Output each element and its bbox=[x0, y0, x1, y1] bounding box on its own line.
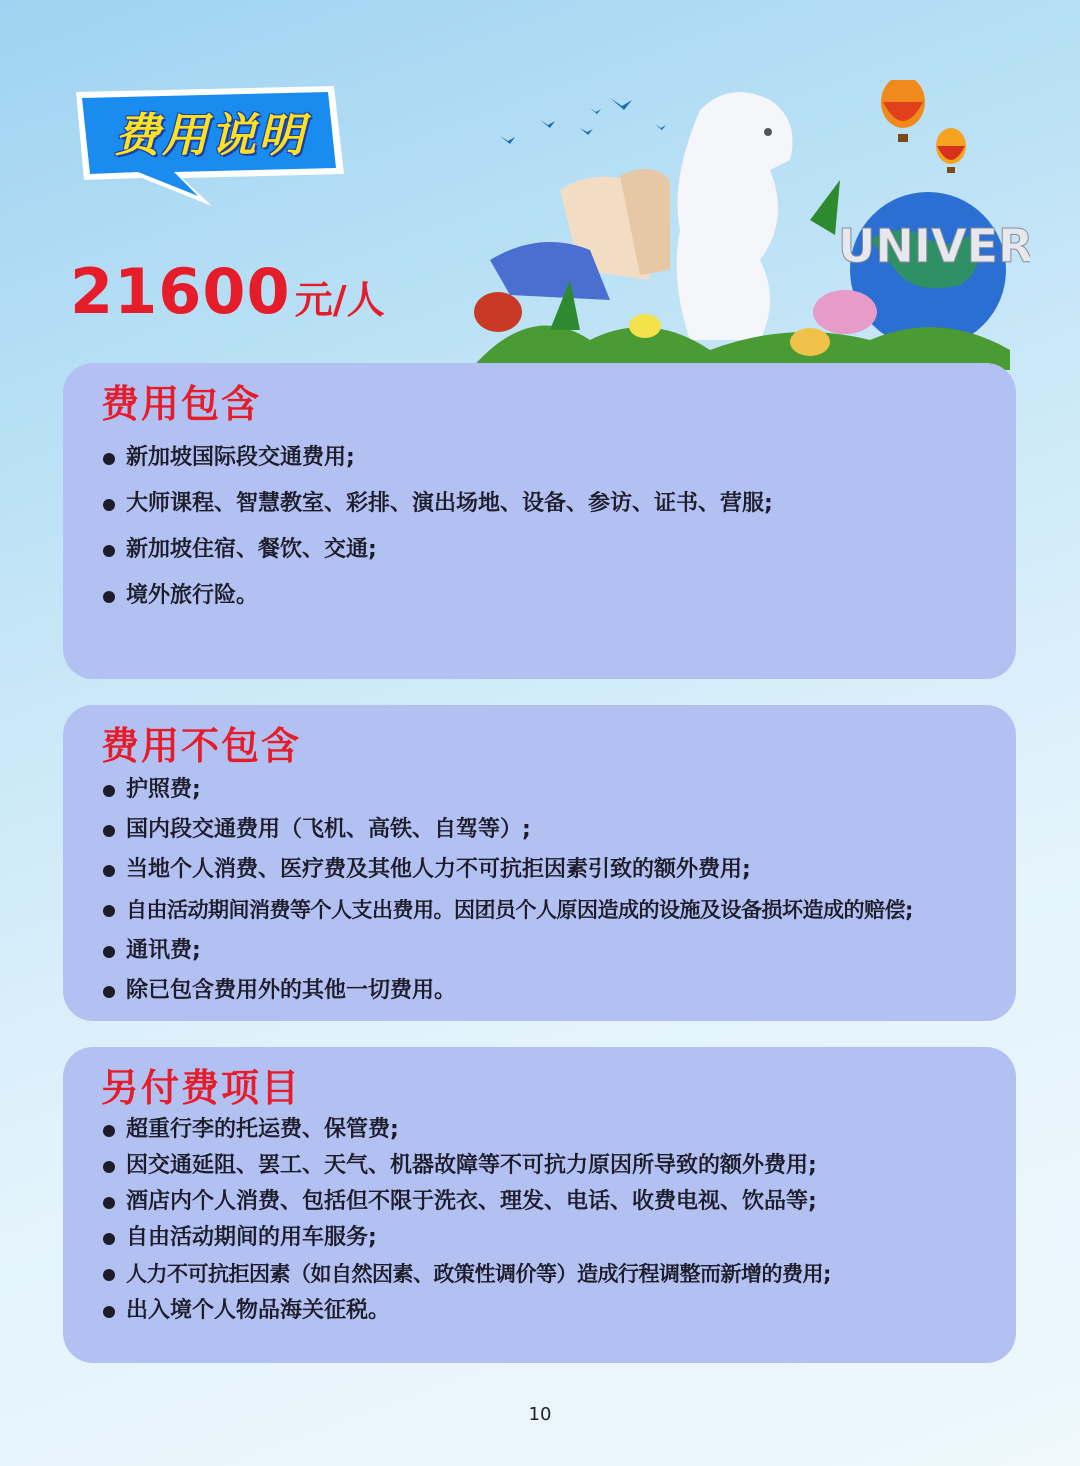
list-item bbox=[103, 535, 773, 565]
speech-bubble-banner bbox=[62, 82, 352, 212]
item-list bbox=[103, 443, 773, 611]
list-item bbox=[103, 895, 913, 926]
list-item-text: 超重行李的托运费、保管费; bbox=[126, 1117, 399, 1142]
list-item-text: 因交通延阻、罢工、天气、机器故障等不可抗力原因所导致的额外费用; bbox=[126, 1153, 817, 1178]
list-item-text: 当地个人消费、医疗费及其他人力不可抗拒因素引致的额外费用; bbox=[126, 857, 751, 882]
list-item-text: 人力不可抗拒因素（如自然因素、政策性调价等）造成行程调整而新增的费用; bbox=[126, 1262, 831, 1286]
list-item-text: 出入境个人物品海关征税。 bbox=[126, 1298, 391, 1323]
section-card-included bbox=[63, 363, 1016, 679]
list-item-text: 大师课程、智慧教室、彩排、演出场地、设备、参访、证书、营服; bbox=[126, 491, 773, 516]
price-amount: 21600 bbox=[70, 255, 291, 328]
section-title: 费用包含 bbox=[101, 382, 262, 426]
list-item-text: 酒店内个人消费、包括但不限于洗衣、理发、电话、收费电视、饮品等; bbox=[126, 1189, 817, 1214]
bullet-icon bbox=[103, 1125, 115, 1137]
bullet-icon bbox=[103, 1197, 115, 1209]
list-item bbox=[103, 443, 773, 473]
globe-text: UNIVER bbox=[838, 219, 1030, 273]
bullet-icon bbox=[103, 905, 115, 917]
bullet-icon bbox=[103, 453, 115, 465]
hot-air-balloon-icon bbox=[881, 80, 966, 173]
item-list bbox=[103, 1115, 831, 1326]
bullet-icon bbox=[103, 1306, 115, 1318]
section-card-extra-fees bbox=[63, 1047, 1016, 1363]
bullet-icon bbox=[103, 865, 115, 877]
list-item bbox=[103, 976, 913, 1006]
list-item bbox=[103, 1187, 831, 1217]
list-item bbox=[103, 581, 773, 611]
list-item bbox=[103, 775, 913, 805]
list-item bbox=[103, 1296, 831, 1326]
merlion-statue-icon bbox=[677, 92, 793, 340]
birds-icon bbox=[500, 98, 666, 144]
list-item bbox=[103, 815, 913, 845]
list-item bbox=[103, 936, 913, 966]
section-title: 费用不包含 bbox=[101, 724, 302, 768]
list-item bbox=[103, 1259, 831, 1290]
section-title: 另付费项目 bbox=[101, 1066, 302, 1110]
list-item bbox=[103, 489, 773, 519]
price-unit: 元/人 bbox=[294, 278, 385, 322]
bullet-icon bbox=[103, 1161, 115, 1173]
bullet-icon bbox=[103, 1269, 115, 1281]
list-item-text: 国内段交通费用（飞机、高铁、自驾等）; bbox=[126, 817, 531, 842]
bullet-icon bbox=[103, 825, 115, 837]
museum-building-icon bbox=[490, 169, 670, 300]
page-number: 10 bbox=[528, 1404, 552, 1425]
list-item bbox=[103, 855, 913, 885]
list-item-text: 新加坡住宿、餐饮、交通; bbox=[126, 537, 377, 562]
bullet-icon bbox=[103, 545, 115, 557]
bullet-icon bbox=[103, 1233, 115, 1245]
bullet-icon bbox=[103, 785, 115, 797]
list-item bbox=[103, 1223, 831, 1253]
list-item-text: 新加坡国际段交通费用; bbox=[126, 445, 355, 470]
price bbox=[70, 252, 385, 332]
section-card-excluded bbox=[63, 705, 1016, 1021]
list-item bbox=[103, 1115, 831, 1145]
list-item-text: 自由活动期间消费等个人支出费用。因团员个人原因造成的设施及设备损坏造成的赔偿; bbox=[126, 898, 913, 922]
list-item bbox=[103, 1151, 831, 1181]
list-item-text: 自由活动期间的用车服务; bbox=[126, 1225, 377, 1250]
list-item-text: 除已包含费用外的其他一切费用。 bbox=[126, 978, 457, 1003]
singapore-landmarks-illustration bbox=[470, 80, 1030, 370]
list-item-text: 通讯费; bbox=[126, 938, 201, 963]
list-item-text: 境外旅行险。 bbox=[126, 583, 259, 608]
list-item-text: 护照费; bbox=[126, 777, 201, 802]
bullet-icon bbox=[103, 986, 115, 998]
bullet-icon bbox=[103, 946, 115, 958]
bullet-icon bbox=[103, 591, 115, 603]
banner-title: 费用说明 bbox=[114, 108, 306, 162]
bullet-icon bbox=[103, 499, 115, 511]
item-list bbox=[103, 775, 913, 1006]
